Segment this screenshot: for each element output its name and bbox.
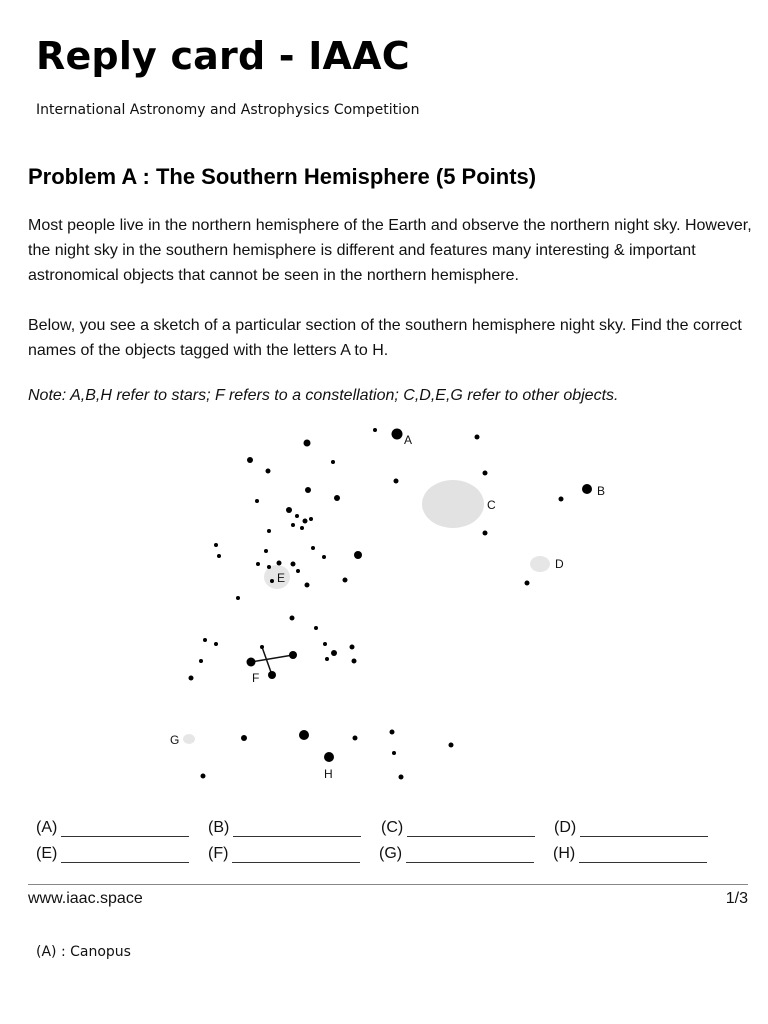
answer-line[interactable]	[233, 824, 361, 837]
star-f-1	[247, 658, 256, 667]
constellation-f-line	[262, 647, 272, 675]
page-number: 1/3	[725, 890, 748, 907]
label-g: G	[170, 733, 180, 747]
star-f-2	[289, 651, 297, 659]
answer-label-b: (B)	[208, 819, 230, 836]
label-c: C	[487, 498, 496, 512]
answer-field-a[interactable]	[36, 819, 189, 837]
label-h: H	[324, 767, 333, 781]
answer-label-f: (F)	[208, 845, 229, 862]
answer-field-b[interactable]	[208, 819, 361, 837]
answer-label-d: (D)	[554, 819, 577, 836]
subtitle: International Astronomy and Astrophysics Competition	[36, 102, 420, 118]
footer-url[interactable]: www.iaac.space	[28, 890, 143, 907]
sky-sketch	[0, 415, 768, 795]
answer-field-d[interactable]	[554, 819, 708, 837]
page-title: Reply card - IAAC	[36, 34, 410, 78]
object-g-ellipse	[183, 734, 195, 744]
problem-paragraph-2: Below, you see a sketch of a particular section of the southern hemisphere night sky. Find the correct names of the objects tagged with the letters A to H.	[28, 317, 742, 359]
label-a: A	[404, 433, 413, 447]
star-b	[582, 484, 592, 494]
label-d: D	[555, 557, 564, 571]
answer-line[interactable]	[61, 824, 189, 837]
answer-line[interactable]	[579, 850, 707, 863]
problem-note: Note: A,B,H refer to stars; F refers to a constellation; C,D,E,G refer to other objects.	[28, 387, 619, 404]
answer-field-h[interactable]	[553, 845, 707, 863]
star-h	[324, 752, 334, 762]
background-stars	[189, 428, 564, 780]
answer-label-c: (C)	[381, 819, 404, 836]
answer-label-g: (G)	[379, 845, 403, 862]
answer-field-g[interactable]	[379, 845, 534, 863]
answer-line[interactable]	[232, 850, 360, 863]
label-f: F	[252, 671, 260, 685]
problem-heading: Problem A : The Southern Hemisphere (5 Points)	[28, 164, 537, 189]
star-a	[392, 429, 403, 440]
reply-text: (A) : Canopus	[36, 944, 131, 960]
label-b: B	[597, 484, 606, 498]
answer-field-c[interactable]	[381, 819, 535, 837]
answer-label-a: (A)	[36, 819, 58, 836]
answer-label-e: (E)	[36, 845, 58, 862]
answer-field-f[interactable]	[208, 845, 360, 863]
object-d-ellipse	[530, 556, 550, 572]
footer-divider	[28, 884, 748, 885]
answer-line[interactable]	[61, 850, 189, 863]
label-e: E	[277, 571, 286, 585]
star-f-3	[268, 671, 276, 679]
answer-label-h: (H)	[553, 845, 576, 862]
problem-paragraph-1: Most people live in the northern hemisphere of the Earth and observe the northern night sky. However, the night sky in the southern hemisphere is different and features many interesting & important astronomical objects that cannot be seen in the northern hemisphere.	[28, 217, 752, 284]
object-c-ellipse	[422, 480, 484, 528]
answer-line[interactable]	[407, 824, 535, 837]
star-f-4	[260, 645, 264, 649]
answer-line[interactable]	[580, 824, 708, 837]
answer-line[interactable]	[406, 850, 534, 863]
constellation-f-line	[251, 655, 293, 662]
answer-field-e[interactable]	[36, 845, 189, 863]
